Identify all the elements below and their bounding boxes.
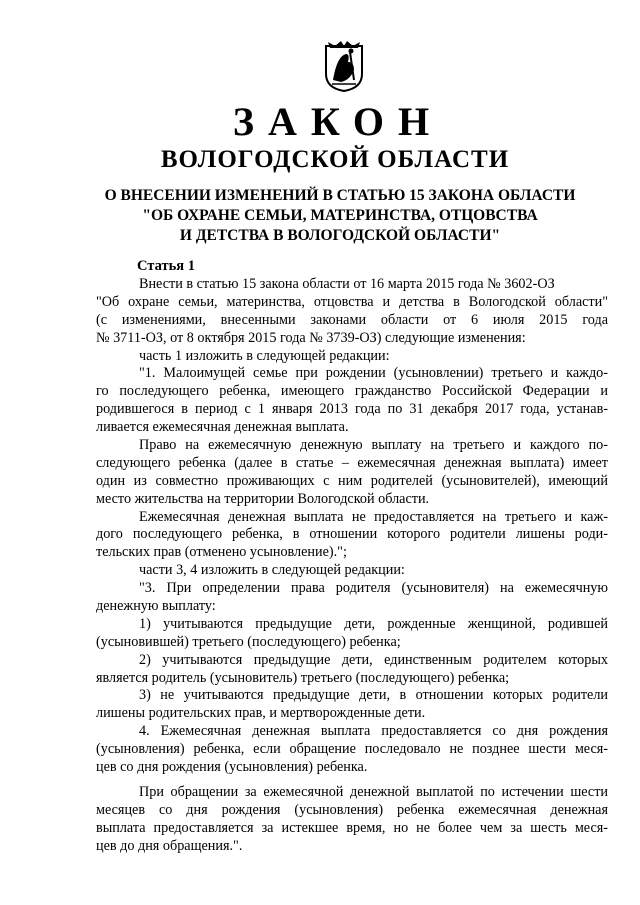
region-title: ВОЛОГОДСКОЙ ОБЛАСТИ — [160, 146, 510, 173]
text-line: место жительства на территории Вологодской области. — [96, 490, 430, 507]
text-line: один из совместно проживающих с ним родителей (усыновителей), имеющий — [96, 472, 608, 489]
text-line: следующего ребенка (далее в статье – ежемесячная денежная выплата) имеет — [96, 454, 608, 471]
text-line: (усыновившей) третьего (последующего) ребенка; — [96, 633, 401, 650]
text-line: лишены родительских прав, и мертворожденные дети. — [96, 705, 426, 722]
text-line: Право на ежемесячную денежную выплату на третьего и каждого по- — [139, 437, 608, 454]
article-heading: Статья 1 — [137, 258, 195, 274]
law-title: ЗАКОН — [232, 99, 444, 144]
text-line: "Об охране семьи, материнства, отцовства и детства в Вологодской области" — [96, 293, 608, 310]
text-line: денежную выплату: — [96, 598, 216, 615]
subtitle-line: И ДЕТСТВА В ВОЛОГОДСКОЙ ОБЛАСТИ" — [179, 227, 501, 244]
text-line: выплата предоставляется за истекшее время, но не более чем за шесть меся- — [96, 819, 608, 836]
text-line: "1. Малоимущей семье при рождении (усыновлении) третьего и каждо- — [139, 365, 608, 382]
text-line: является родитель (усыновитель) третьего (последующего) ребенка; — [96, 669, 510, 686]
text-line: часть 1 изложить в следующей редакции: — [139, 347, 390, 364]
text-line: Ежемесячная денежная выплата не предоставляется на третьего и каж- — [139, 508, 608, 525]
law-subtitle — [80, 186, 600, 246]
text-line: части 3, 4 изложить в следующей редакции: — [139, 562, 405, 579]
text-line: (усыновления) ребенка, если обращение последовало не позднее шести меся- — [96, 741, 608, 758]
text-line: го последующего ребенка, имеющего гражданство Российской Федерации и — [96, 383, 608, 400]
text-line: Внести в статью 15 закона области от 16 марта 2015 года № 3602-ОЗ — [139, 276, 555, 292]
text-line: 3) не учитываются предыдущие дети, в отношении которых родители — [139, 687, 608, 704]
text-line: № 3711-ОЗ, от 8 октября 2015 года № 3739-ОЗ) следующие изменения: — [96, 329, 526, 346]
text-line: цев со дня рождения (усыновления) ребенка. — [96, 759, 368, 776]
text-line: месяцев со дня рождения (усыновления) ребенка ежемесячная денежная — [96, 801, 608, 818]
article-body — [96, 276, 608, 856]
subtitle-line: О ВНЕСЕНИИ ИЗМЕНЕНИЙ В СТАТЬЮ 15 ЗАКОНА ОБЛАСТИ — [104, 187, 576, 204]
text-line: тельских прав (отменено усыновление)."; — [96, 544, 347, 561]
text-line: цев до дня обращения.". — [96, 837, 243, 854]
text-line: 1) учитываются предыдущие дети, рожденные женщиной, родившей — [139, 615, 608, 632]
text-line: 2) учитываются предыдущие дети, единственным родителем которых — [139, 651, 608, 668]
text-line: дого последующего ребенка, в отношении которого родители лишены роди- — [96, 526, 608, 543]
text-line: (с изменениями, внесенными законами области от 6 июля 2015 года — [96, 311, 608, 328]
text-line: При обращении за ежемесячной денежной выплатой по истечении шести — [139, 783, 608, 800]
subtitle-line: "ОБ ОХРАНЕ СЕМЬИ, МАТЕРИНСТВА, ОТЦОВСТВА — [142, 207, 538, 224]
text-line: ливается ежемесячная денежная выплата. — [96, 419, 349, 436]
vologda-coat-of-arms-icon — [324, 40, 364, 92]
text-line: "3. При определении права родителя (усыновителя) на ежемесячную — [139, 580, 608, 597]
text-line: родившегося в период с 1 января 2013 года по 31 декабря 2017 года, устанав- — [96, 401, 608, 418]
text-line: 4. Ежемесячная денежная выплата предоставляется со дня рождения — [139, 723, 608, 740]
